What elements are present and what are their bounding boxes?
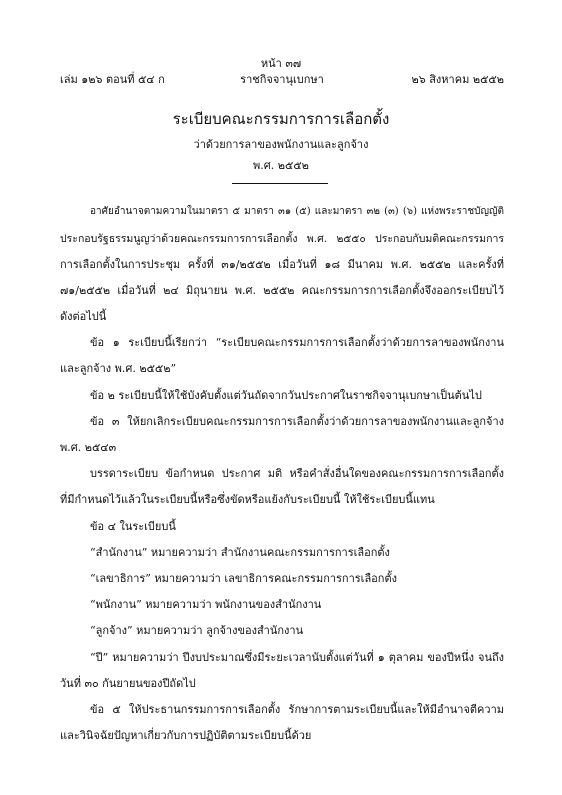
body-line: วันที่ ๓๐ กันยายนของปีถัดไป	[60, 677, 196, 690]
clause-4: ข้อ ๔ ในระเบียบนี้	[90, 520, 176, 533]
clause-1: ข้อ ๑ ระเบียบนี้เรียกว่า “ระเบียบคณะกรรมการการเลือกตั้งว่าด้วยการลาของพนักงาน	[90, 336, 504, 349]
body-line: ที่มีกำหนดไว้แล้วในระเบียบนี้หรือซึ่งขัดหรือแย้งกับระเบียบนี้ ให้ใช้ระเบียบนี้แทน	[60, 493, 435, 506]
definition-secretary-general: “เลขาธิการ” หมายความว่า เลขาธิการคณะกรรมการการเลือกตั้ง	[90, 572, 397, 585]
body-line: พ.ศ. ๒๕๔๓	[60, 441, 117, 454]
definition-worker: “ลูกจ้าง” หมายความว่า ลูกจ้างของสำนักงาน	[90, 624, 304, 637]
document-subtitle: ว่าด้วยการลาของพนักงานและลูกจ้าง	[193, 138, 369, 151]
clause-2: ข้อ ๒ ระเบียบนี้ให้ใช้บังคับตั้งแต่วันถัดจากวันประกาศในราชกิจจานุเบกษาเป็นต้นไป	[90, 389, 482, 402]
body-line: ดังต่อไปนี้	[60, 310, 107, 323]
publication-date: ๒๖ สิงหาคม ๒๕๕๒	[411, 73, 504, 86]
title-divider	[232, 183, 328, 184]
definition-employee: “พนักงาน” หมายความว่า พนักงานของสำนักงาน	[90, 598, 322, 611]
volume-issue: เล่ม ๑๒๖ ตอนที่ ๕๔ ก	[60, 73, 165, 86]
body-line: บรรดาระเบียบ ข้อกำหนด ประกาศ มติ หรือคำสั่งอื่นใดของคณะกรรมการการเลือกตั้ง	[90, 467, 504, 480]
clause-5: ข้อ ๕ ให้ประธานกรรมการการเลือกตั้ง รักษาการตามระเบียบนี้และให้มีอำนาจตีความ	[90, 703, 504, 716]
gazette-header	[60, 70, 504, 86]
gazette-name: ราชกิจจานุเบกษา	[240, 73, 324, 86]
document-title: ระเบียบคณะกรรมการการเลือกตั้ง	[172, 110, 390, 128]
body-line: และลูกจ้าง พ.ศ. ๒๕๕๒”	[60, 362, 177, 375]
body-line: การเลือกตั้งในการประชุม ครั้งที่ ๓๑/๒๕๕๒ เมื่อวันที่ ๑๘ มีนาคม พ.ศ. ๒๕๕๒ และครั้งที่	[60, 258, 504, 271]
document-year: พ.ศ. ๒๕๕๒	[253, 159, 309, 172]
clause-3: ข้อ ๓ ให้ยกเลิกระเบียบคณะกรรมการการเลือกตั้งว่าด้วยการลาของพนักงานและลูกจ้าง	[90, 415, 504, 428]
body-line: ประกอบรัฐธรรมนูญว่าด้วยคณะกรรมการการเลือกตั้ง พ.ศ. ๒๕๕๐ ประกอบกับมติคณะกรรมการ	[60, 233, 504, 245]
body-line: ๗๑/๒๕๕๒ เมื่อวันที่ ๒๔ มิถุนายน พ.ศ. ๒๕๕๒ คณะกรรมการการเลือกตั้งจึงออกระเบียบไว้	[60, 284, 504, 297]
definition-year: “ปี” หมายความว่า ปีงบประมาณซึ่งมีระยะเวลานับตั้งแต่วันที่ ๑ ตุลาคม ของปีหนึ่ง จนถึง	[90, 651, 504, 664]
body-line: และวินิจฉัยปัญหาเกี่ยวกับการปฏิบัติตามระเบียบนี้ด้วย	[60, 729, 312, 742]
body-line: อาศัยอำนาจตามความในมาตรา ๕ มาตรา ๓๑ (๕) และมาตรา ๓๒ (๓) (๖) แห่งพระราชบัญญัติ	[90, 206, 504, 217]
definition-office: “สำนักงาน” หมายความว่า สำนักงานคณะกรรมการการเลือกตั้ง	[90, 546, 390, 559]
page-number: หน้า ๓๗	[260, 57, 302, 70]
